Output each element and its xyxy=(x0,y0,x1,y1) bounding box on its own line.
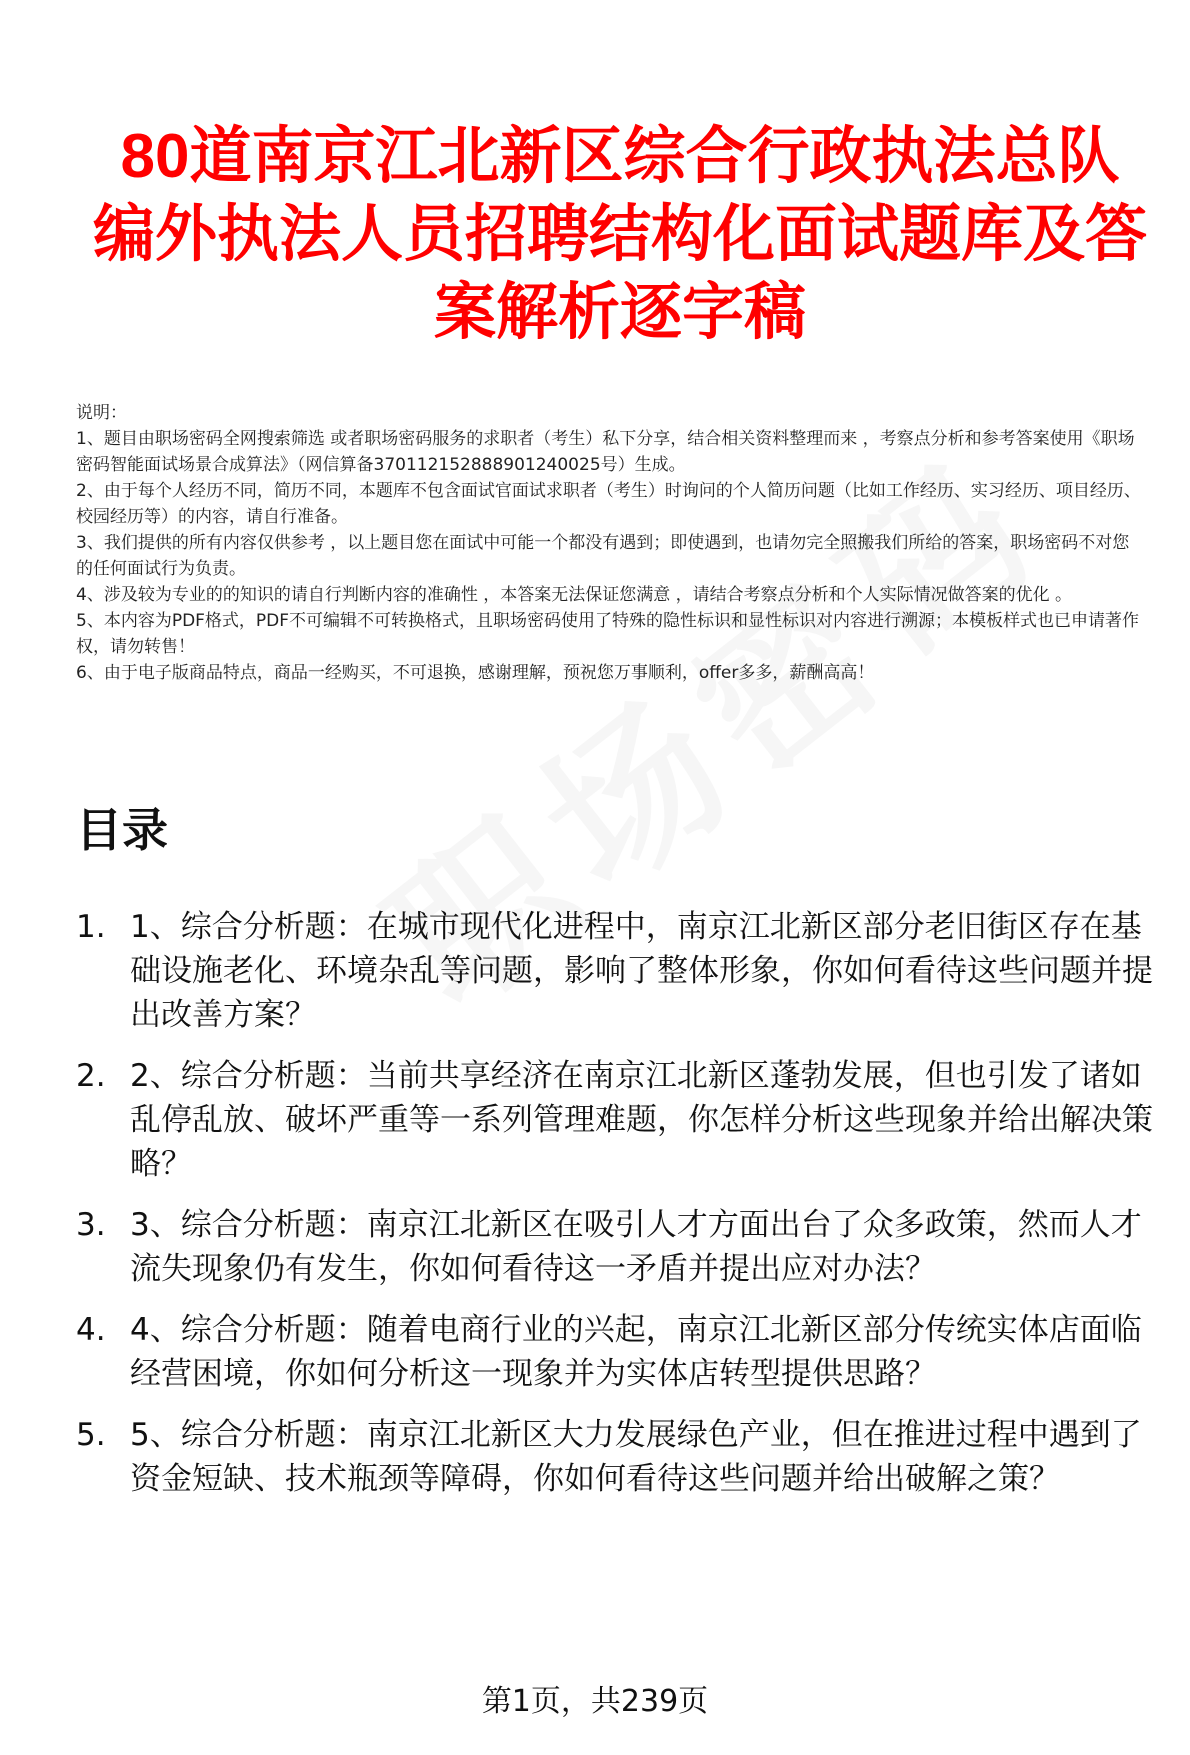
toc-item-number: 4. xyxy=(76,1312,106,1348)
table-of-contents xyxy=(76,905,1156,1518)
toc-item-number: 5. xyxy=(76,1417,106,1453)
toc-item[interactable] xyxy=(76,905,1156,1037)
toc-item[interactable] xyxy=(76,1054,1156,1186)
toc-item[interactable] xyxy=(76,1203,1156,1291)
document-title: 80道南京江北新区综合行政执法总队编外执法人员招聘结构化面试题库及答案解析逐字稿 xyxy=(92,122,1147,347)
toc-item[interactable] xyxy=(76,1308,1156,1396)
toc-item-text[interactable]: 5、综合分析题：南京江北新区大力发展绿色产业，但在推进过程中遇到了资金短缺、技术瓶颈等障碍，你如何看待这些问题并给出破解之策？ xyxy=(130,1417,1142,1497)
notes-item: 2、由于每个人经历不同，简历不同，本题库不包含面试官面试求职者（考生）时询问的个人简历问题（比如工作经历、实习经历、项目经历、校园经历等）的内容，请自行准备。 xyxy=(76,481,1141,527)
toc-item-text[interactable]: 2、综合分析题：当前共享经济在南京江北新区蓬勃发展，但也引发了诸如乱停乱放、破坏严重等一系列管理难题，你怎样分析这些现象并给出解决策略？ xyxy=(130,1058,1153,1182)
page-footer: 第1页，共239页 xyxy=(481,1684,709,1719)
toc-item-text[interactable]: 4、综合分析题：随着电商行业的兴起，南京江北新区部分传统实体店面临经营困境，你如何分析这一现象并为实体店转型提供思路？ xyxy=(130,1312,1142,1392)
toc-item-number: 3. xyxy=(76,1207,106,1243)
notes-item: 4、涉及较为专业的的知识的请自行判断内容的准确性 ，本答案无法保证您满意 ，请结合考察点分析和个人实际情况做答案的优化 。 xyxy=(76,585,1073,605)
notes-item: 3、我们提供的所有内容仅供参考 ，以上题目您在面试中可能一个都没有遇到；即使遇到，也请勿完全照搬我们所给的答案，职场密码不对您的任何面试行为负责。 xyxy=(76,533,1130,579)
toc-item-number: 1. xyxy=(76,909,106,945)
notes-heading: 说明： xyxy=(76,403,127,423)
notes-item: 1、题目由职场密码全网搜索筛选 或者职场密码服务的求职者（考生）私下分享，结合相关资料整理而来 ，考察点分析和参考答案使用《职场密码智能面试场景合成算法》（网信算备370112152888901240025号）生成。 xyxy=(76,429,1135,475)
toc-item-text[interactable]: 1、综合分析题：在城市现代化进程中，南京江北新区部分老旧街区存在基础设施老化、环境杂乱等问题，影响了整体形象，你如何看待这些问题并提出改善方案？ xyxy=(130,909,1153,1033)
toc-item[interactable] xyxy=(76,1413,1156,1501)
toc-item-number: 2. xyxy=(76,1058,106,1094)
notes-section xyxy=(76,400,1146,686)
toc-item-text[interactable]: 3、综合分析题：南京江北新区在吸引人才方面出台了众多政策，然而人才流失现象仍有发生，你如何看待这一矛盾并提出应对办法？ xyxy=(130,1207,1142,1287)
notes-item: 5、本内容为PDF格式，PDF不可编辑不可转换格式，且职场密码使用了特殊的隐性标识和显性标识对内容进行溯源；本模板样式也已申请著作权，请勿转售！ xyxy=(76,611,1140,657)
toc-heading: 目录 xyxy=(76,803,168,857)
notes-item: 6、由于电子版商品特点，商品一经购买，不可退换，感谢理解，预祝您万事顺利，offer多多，薪酬高高！ xyxy=(76,663,875,683)
